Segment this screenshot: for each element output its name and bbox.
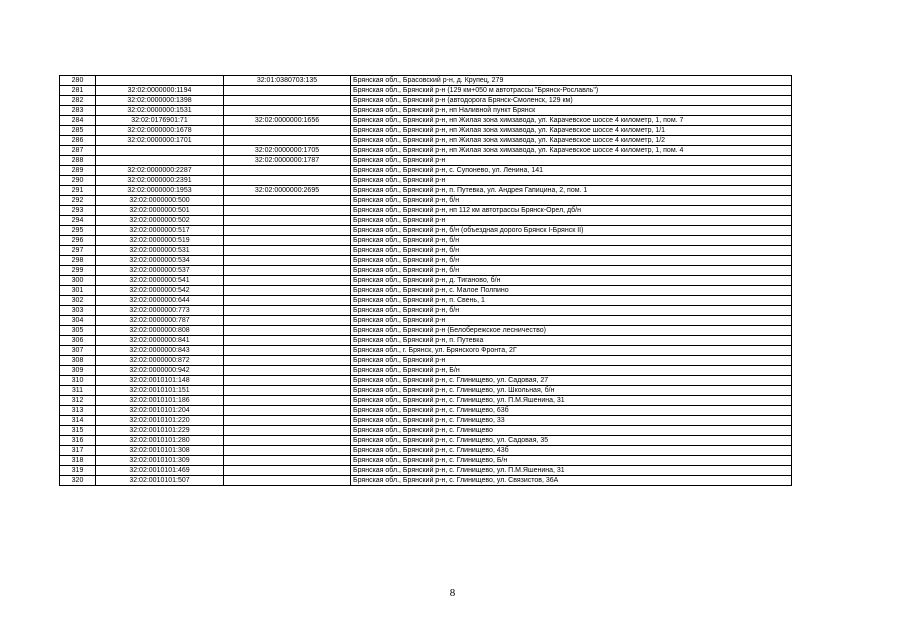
address-cell: Брянская обл., Брянский р-н, с. Глинищево, ул. П.М.Яшенина, 31 [351,466,792,476]
cadastral-number-cell: 32:02:0010101:148 [96,376,224,386]
cadastral-table-body [60,76,792,486]
row-number-cell: 289 [60,166,96,176]
address-cell: Брянская обл., Брянский р-н, п. Путевка, ул. Андрея Гапицина, 2, пом. 1 [351,186,792,196]
related-cadastral-number-cell [224,446,351,456]
related-cadastral-number-cell [224,436,351,446]
address-cell: Брянская обл., Брянский р-н, Б/н [351,366,792,376]
address-cell: Брянская обл., Брянский р-н (129 км+050 м автотрассы "Брянск-Рославль") [351,86,792,96]
cadastral-number-cell: 32:02:0000000:531 [96,246,224,256]
row-number-cell: 313 [60,406,96,416]
table-row [60,436,792,446]
table-row [60,446,792,456]
row-number-cell: 304 [60,316,96,326]
cadastral-number-cell: 32:02:0000000:519 [96,236,224,246]
related-cadastral-number-cell [224,346,351,356]
table-row [60,96,792,106]
table-row [60,146,792,156]
related-cadastral-number-cell [224,336,351,346]
address-cell: Брянская обл., г. Брянск, ул. Брянского Фронта, 2Г [351,346,792,356]
row-number-cell: 284 [60,116,96,126]
address-cell: Брянская обл., Брянский р-н, нп 112 км автотрассы Брянск-Орел, дб/н [351,206,792,216]
address-cell: Брянская обл., Брянский р-н, б/н [351,236,792,246]
related-cadastral-number-cell [224,256,351,266]
table-row [60,236,792,246]
cadastral-number-cell: 32:02:0000000:2391 [96,176,224,186]
row-number-cell: 301 [60,286,96,296]
cadastral-number-cell: 32:02:0000000:501 [96,206,224,216]
related-cadastral-number-cell [224,226,351,236]
row-number-cell: 303 [60,306,96,316]
table-row [60,256,792,266]
table-row [60,326,792,336]
table-row [60,136,792,146]
address-cell: Брянская обл., Брасовский р-н, д. Крупец, 279 [351,76,792,86]
table-row [60,346,792,356]
address-cell: Брянская обл., Брянский р-н, нп Жилая зона химзавода, ул. Карачевское шоссе 4 километр, 1, пом. 7 [351,116,792,126]
related-cadastral-number-cell [224,296,351,306]
address-cell: Брянская обл., Брянский р-н [351,316,792,326]
row-number-cell: 312 [60,396,96,406]
row-number-cell: 320 [60,476,96,486]
table-row [60,286,792,296]
row-number-cell: 318 [60,456,96,466]
address-cell: Брянская обл., Брянский р-н (автодорога Брянск-Смоленск, 129 км) [351,96,792,106]
cadastral-number-cell: 32:02:0010101:220 [96,416,224,426]
cadastral-number-cell: 32:02:0000000:502 [96,216,224,226]
table-row [60,406,792,416]
related-cadastral-number-cell [224,276,351,286]
row-number-cell: 299 [60,266,96,276]
table-row [60,316,792,326]
row-number-cell: 316 [60,436,96,446]
related-cadastral-number-cell [224,306,351,316]
address-cell: Брянская обл., Брянский р-н, с. Глинищево, ул. Связистов, 36А [351,476,792,486]
address-cell: Брянская обл., Брянский р-н, с. Глинищево, Б/н [351,456,792,466]
cadastral-number-cell: 32:02:0000000:1194 [96,86,224,96]
cadastral-number-cell: 32:02:0000000:1953 [96,186,224,196]
table-row [60,366,792,376]
row-number-cell: 283 [60,106,96,116]
cadastral-number-cell: 32:02:0010101:186 [96,396,224,406]
address-cell: Брянская обл., Брянский р-н, нп Жилая зона химзавода, ул. Карачевское шоссе 4 километр, 1/1 [351,126,792,136]
row-number-cell: 293 [60,206,96,216]
address-cell: Брянская обл., Брянский р-н, с. Глинищево, ул. Садовая, 27 [351,376,792,386]
related-cadastral-number-cell [224,356,351,366]
cadastral-number-cell: 32:02:0000000:787 [96,316,224,326]
related-cadastral-number-cell: 32:02:0000000:1705 [224,146,351,156]
row-number-cell: 307 [60,346,96,356]
related-cadastral-number-cell [224,196,351,206]
address-cell: Брянская обл., Брянский р-н [351,356,792,366]
row-number-cell: 314 [60,416,96,426]
table-row [60,356,792,366]
table-row [60,466,792,476]
address-cell: Брянская обл., Брянский р-н, с. Глинищево, ул. Садовая, 35 [351,436,792,446]
row-number-cell: 294 [60,216,96,226]
cadastral-number-cell: 32:02:0000000:534 [96,256,224,266]
row-number-cell: 311 [60,386,96,396]
table-row [60,476,792,486]
cadastral-number-cell: 32:02:0000000:500 [96,196,224,206]
table-row [60,86,792,96]
address-cell: Брянская обл., Брянский р-н, с. Глинищево [351,426,792,436]
table-row [60,426,792,436]
related-cadastral-number-cell [224,136,351,146]
cadastral-number-cell: 32:02:0000000:2287 [96,166,224,176]
cadastral-number-cell: 32:02:0000000:644 [96,296,224,306]
cadastral-number-cell: 32:02:0000000:773 [96,306,224,316]
cadastral-number-cell: 32:02:0000000:517 [96,226,224,236]
row-number-cell: 315 [60,426,96,436]
cadastral-number-cell: 32:02:0010101:507 [96,476,224,486]
cadastral-number-cell [96,76,224,86]
table-row [60,276,792,286]
row-number-cell: 319 [60,466,96,476]
table-row [60,126,792,136]
table-row [60,456,792,466]
related-cadastral-number-cell [224,216,351,226]
cadastral-number-cell: 32:02:0000000:1398 [96,96,224,106]
related-cadastral-number-cell: 32:02:0000000:1787 [224,156,351,166]
cadastral-number-cell: 32:02:0000000:542 [96,286,224,296]
row-number-cell: 305 [60,326,96,336]
cadastral-number-cell: 32:02:0000000:808 [96,326,224,336]
row-number-cell: 281 [60,86,96,96]
row-number-cell: 296 [60,236,96,246]
cadastral-number-cell: 32:02:0010101:229 [96,426,224,436]
address-cell: Брянская обл., Брянский р-н, с. Супонево, ул. Ленина, 141 [351,166,792,176]
related-cadastral-number-cell [224,456,351,466]
address-cell: Брянская обл., Брянский р-н, нп Наливной пункт Брянск [351,106,792,116]
cadastral-number-cell: 32:02:0000000:1701 [96,136,224,146]
address-cell: Брянская обл., Брянский р-н, с. Глинищево, 63б [351,406,792,416]
address-cell: Брянская обл., Брянский р-н, с. Глинищево, ул. Школьная, б/н [351,386,792,396]
related-cadastral-number-cell [224,466,351,476]
table-row [60,376,792,386]
address-cell: Брянская обл., Брянский р-н, д. Тиганово, б/н [351,276,792,286]
cadastral-number-cell: 32:02:0000000:537 [96,266,224,276]
related-cadastral-number-cell [224,266,351,276]
row-number-cell: 286 [60,136,96,146]
table-row [60,156,792,166]
table-row [60,216,792,226]
table-row [60,416,792,426]
address-cell: Брянская обл., Брянский р-н [351,176,792,186]
related-cadastral-number-cell [224,246,351,256]
cadastral-number-cell [96,146,224,156]
table-row [60,76,792,86]
address-cell: Брянская обл., Брянский р-н, б/н [351,196,792,206]
cadastral-number-cell: 32:02:0010101:204 [96,406,224,416]
table-row [60,116,792,126]
row-number-cell: 285 [60,126,96,136]
table-row [60,206,792,216]
related-cadastral-number-cell [224,236,351,246]
address-cell: Брянская обл., Брянский р-н, нп Жилая зона химзавода, ул. Карачевское шоссе 4 километр, 1/2 [351,136,792,146]
table-row [60,396,792,406]
cadastral-number-cell: 32:02:0010101:309 [96,456,224,466]
related-cadastral-number-cell [224,376,351,386]
address-cell: Брянская обл., Брянский р-н, б/н [351,256,792,266]
cadastral-number-cell: 32:02:0010101:280 [96,436,224,446]
row-number-cell: 288 [60,156,96,166]
address-cell: Брянская обл., Брянский р-н, б/н [351,306,792,316]
related-cadastral-number-cell [224,406,351,416]
related-cadastral-number-cell [224,316,351,326]
cadastral-number-cell: 32:02:0010101:151 [96,386,224,396]
related-cadastral-number-cell [224,476,351,486]
address-cell: Брянская обл., Брянский р-н, с. Глинищево, 43б [351,446,792,456]
page-number: 8 [449,587,456,599]
row-number-cell: 310 [60,376,96,386]
row-number-cell: 291 [60,186,96,196]
address-cell: Брянская обл., Брянский р-н, п. Свень, 1 [351,296,792,306]
cadastral-number-cell: 32:02:0000000:942 [96,366,224,376]
address-cell: Брянская обл., Брянский р-н, б/н [351,266,792,276]
row-number-cell: 290 [60,176,96,186]
row-number-cell: 292 [60,196,96,206]
row-number-cell: 317 [60,446,96,456]
related-cadastral-number-cell [224,206,351,216]
related-cadastral-number-cell [224,166,351,176]
related-cadastral-number-cell [224,96,351,106]
related-cadastral-number-cell [224,386,351,396]
related-cadastral-number-cell [224,106,351,116]
address-cell: Брянская обл., Брянский р-н, с. Малое Полпино [351,286,792,296]
address-cell: Брянская обл., Брянский р-н [351,156,792,166]
address-cell: Брянская обл., Брянский р-н, нп Жилая зона химзавода, ул. Карачевское шоссе 4 километр, 1, пом. 4 [351,146,792,156]
table-row [60,186,792,196]
address-cell: Брянская обл., Брянский р-н, с. Глинищево, ул. П.М.Яшенина, 31 [351,396,792,406]
row-number-cell: 309 [60,366,96,376]
cadastral-number-cell: 32:02:0176901:71 [96,116,224,126]
related-cadastral-number-cell: 32:02:0000000:1656 [224,116,351,126]
cadastral-number-cell: 32:02:0010101:308 [96,446,224,456]
related-cadastral-number-cell [224,366,351,376]
address-cell: Брянская обл., Брянский р-н, п. Путевка [351,336,792,346]
table-row [60,166,792,176]
address-cell: Брянская обл., Брянский р-н, б/н [351,246,792,256]
related-cadastral-number-cell [224,326,351,336]
address-cell: Брянская обл., Брянский р-н (Белобережское лесничество) [351,326,792,336]
table-row [60,196,792,206]
row-number-cell: 300 [60,276,96,286]
related-cadastral-number-cell [224,416,351,426]
table-row [60,106,792,116]
cadastral-number-cell: 32:02:0000000:872 [96,356,224,366]
cadastral-number-cell: 32:02:0000000:843 [96,346,224,356]
row-number-cell: 280 [60,76,96,86]
cadastral-number-cell: 32:02:0000000:1531 [96,106,224,116]
address-cell: Брянская обл., Брянский р-н, с. Глинищево, 33 [351,416,792,426]
cadastral-number-cell [96,156,224,166]
related-cadastral-number-cell [224,396,351,406]
table-row [60,336,792,346]
row-number-cell: 287 [60,146,96,156]
table-row [60,246,792,256]
related-cadastral-number-cell [224,426,351,436]
address-cell: Брянская обл., Брянский р-н, б/н (объездная дорого Брянск I-Брянск II) [351,226,792,236]
row-number-cell: 295 [60,226,96,236]
cadastral-table [59,75,792,486]
related-cadastral-number-cell [224,126,351,136]
table-row [60,386,792,396]
cadastral-number-cell: 32:02:0010101:469 [96,466,224,476]
table-row [60,266,792,276]
related-cadastral-number-cell [224,176,351,186]
table-row [60,176,792,186]
related-cadastral-number-cell [224,286,351,296]
cadastral-number-cell: 32:02:0000000:541 [96,276,224,286]
row-number-cell: 298 [60,256,96,266]
table-row [60,226,792,236]
table-row [60,306,792,316]
related-cadastral-number-cell: 32:01:0380703:135 [224,76,351,86]
related-cadastral-number-cell: 32:02:0000000:2695 [224,186,351,196]
cadastral-number-cell: 32:02:0000000:1678 [96,126,224,136]
table-row [60,296,792,306]
related-cadastral-number-cell [224,86,351,96]
row-number-cell: 282 [60,96,96,106]
cadastral-number-cell: 32:02:0000000:841 [96,336,224,346]
row-number-cell: 306 [60,336,96,346]
row-number-cell: 302 [60,296,96,306]
address-cell: Брянская обл., Брянский р-н [351,216,792,226]
row-number-cell: 308 [60,356,96,366]
row-number-cell: 297 [60,246,96,256]
